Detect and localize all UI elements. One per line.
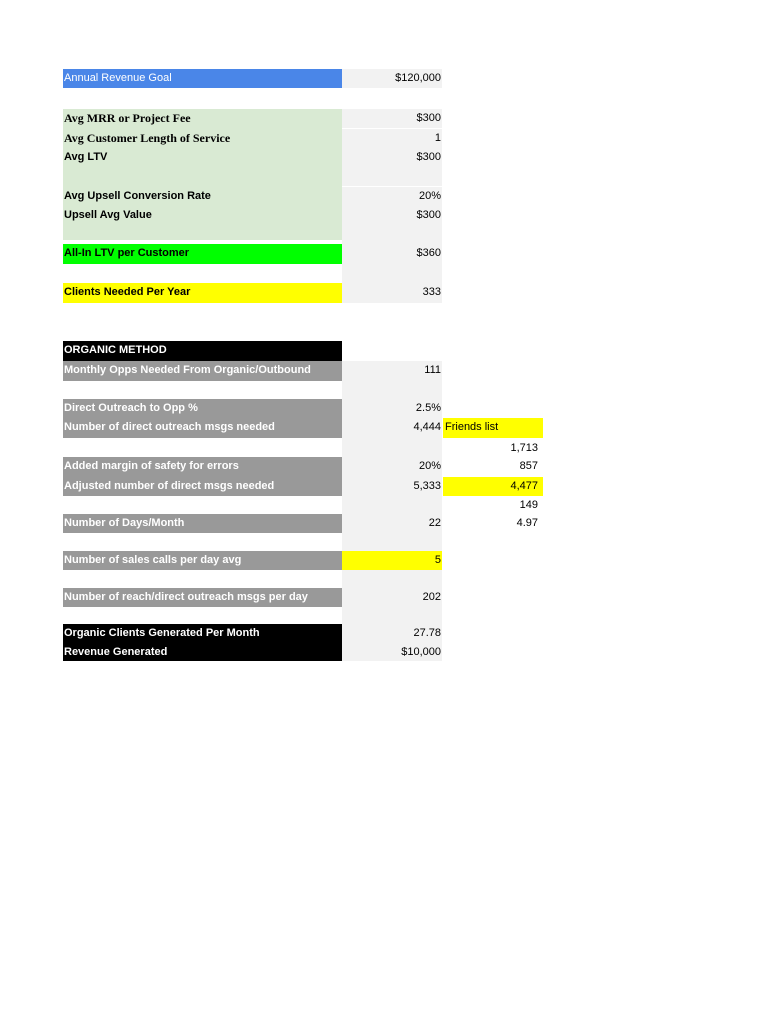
days-per-month-label: Number of Days/Month	[63, 514, 342, 533]
empty-value-cell[interactable]	[342, 533, 442, 551]
sales-calls-value[interactable]: 5	[342, 551, 442, 570]
msgs-needed-label: Number of direct outreach msgs needed	[63, 418, 342, 438]
length-of-service-value[interactable]: 1	[342, 129, 442, 148]
revenue-generated-label: Revenue Generated	[63, 643, 342, 661]
outreach-to-opp-label: Direct Outreach to Opp %	[63, 399, 342, 418]
annual-revenue-goal-value[interactable]: $120,000	[342, 69, 442, 88]
side-calc-value[interactable]: 857	[519, 460, 538, 472]
upsell-value-label: Upsell Avg Value	[64, 209, 152, 221]
msgs-needed-value[interactable]: 4,444	[342, 418, 442, 438]
empty-value-cell[interactable]	[342, 496, 442, 514]
upsell-value-value[interactable]: $300	[342, 206, 442, 225]
all-in-ltv-value[interactable]: $360	[342, 244, 442, 264]
side-calc-value[interactable]: 1,713	[510, 442, 538, 454]
safety-margin-value[interactable]: 20%	[342, 457, 442, 477]
empty-value-cell[interactable]	[342, 381, 442, 399]
all-in-ltv-label: All-In LTV per Customer	[63, 244, 342, 264]
empty-value-cell[interactable]	[342, 264, 442, 283]
organic-method-header: ORGANIC METHOD	[63, 341, 342, 361]
safety-margin-label: Added margin of safety for errors	[63, 457, 342, 477]
length-of-service-label: Avg Customer Length of Service	[64, 131, 231, 145]
upsell-rate-label: Avg Upsell Conversion Rate	[64, 190, 211, 202]
clients-per-month-value[interactable]: 27.78	[342, 624, 442, 643]
avg-mrr-value[interactable]: $300	[342, 109, 442, 128]
monthly-opps-label: Monthly Opps Needed From Organic/Outbound	[63, 361, 342, 381]
avg-ltv-value[interactable]: $300	[342, 148, 442, 167]
annual-revenue-goal-label: Annual Revenue Goal	[63, 69, 342, 88]
side-calc-value[interactable]: 4.97	[516, 517, 538, 529]
avg-mrr-label: Avg MRR or Project Fee	[64, 111, 191, 125]
upsell-rate-value[interactable]: 20%	[342, 187, 442, 206]
empty-value-cell[interactable]	[342, 225, 442, 244]
avg-ltv-label: Avg LTV	[64, 151, 108, 163]
empty-value-cell[interactable]	[342, 607, 442, 624]
side-calc-value[interactable]: 149	[519, 499, 538, 511]
outreach-to-opp-value[interactable]: 2.5%	[342, 399, 442, 418]
msgs-per-day-label: Number of reach/direct outreach msgs per day	[63, 588, 342, 607]
clients-needed-label: Clients Needed Per Year	[63, 283, 342, 303]
monthly-opps-value[interactable]: 111	[342, 361, 442, 381]
side-calc-highlight-value[interactable]: 4,477	[443, 477, 543, 496]
days-per-month-value[interactable]: 22	[342, 514, 442, 533]
revenue-generated-value[interactable]: $10,000	[342, 643, 442, 661]
clients-needed-value[interactable]: 333	[342, 283, 442, 303]
empty-value-cell[interactable]	[342, 167, 442, 186]
msgs-per-day-value[interactable]: 202	[342, 588, 442, 607]
empty-value-cell[interactable]	[342, 570, 442, 588]
sales-calls-label: Number of sales calls per day avg	[63, 551, 342, 570]
adjusted-msgs-value[interactable]: 5,333	[342, 477, 442, 496]
adjusted-msgs-label: Adjusted number of direct msgs needed	[63, 477, 342, 496]
friends-list-cell[interactable]: Friends list	[443, 418, 543, 438]
empty-value-cell[interactable]	[342, 438, 442, 457]
clients-per-month-label: Organic Clients Generated Per Month	[63, 624, 342, 643]
